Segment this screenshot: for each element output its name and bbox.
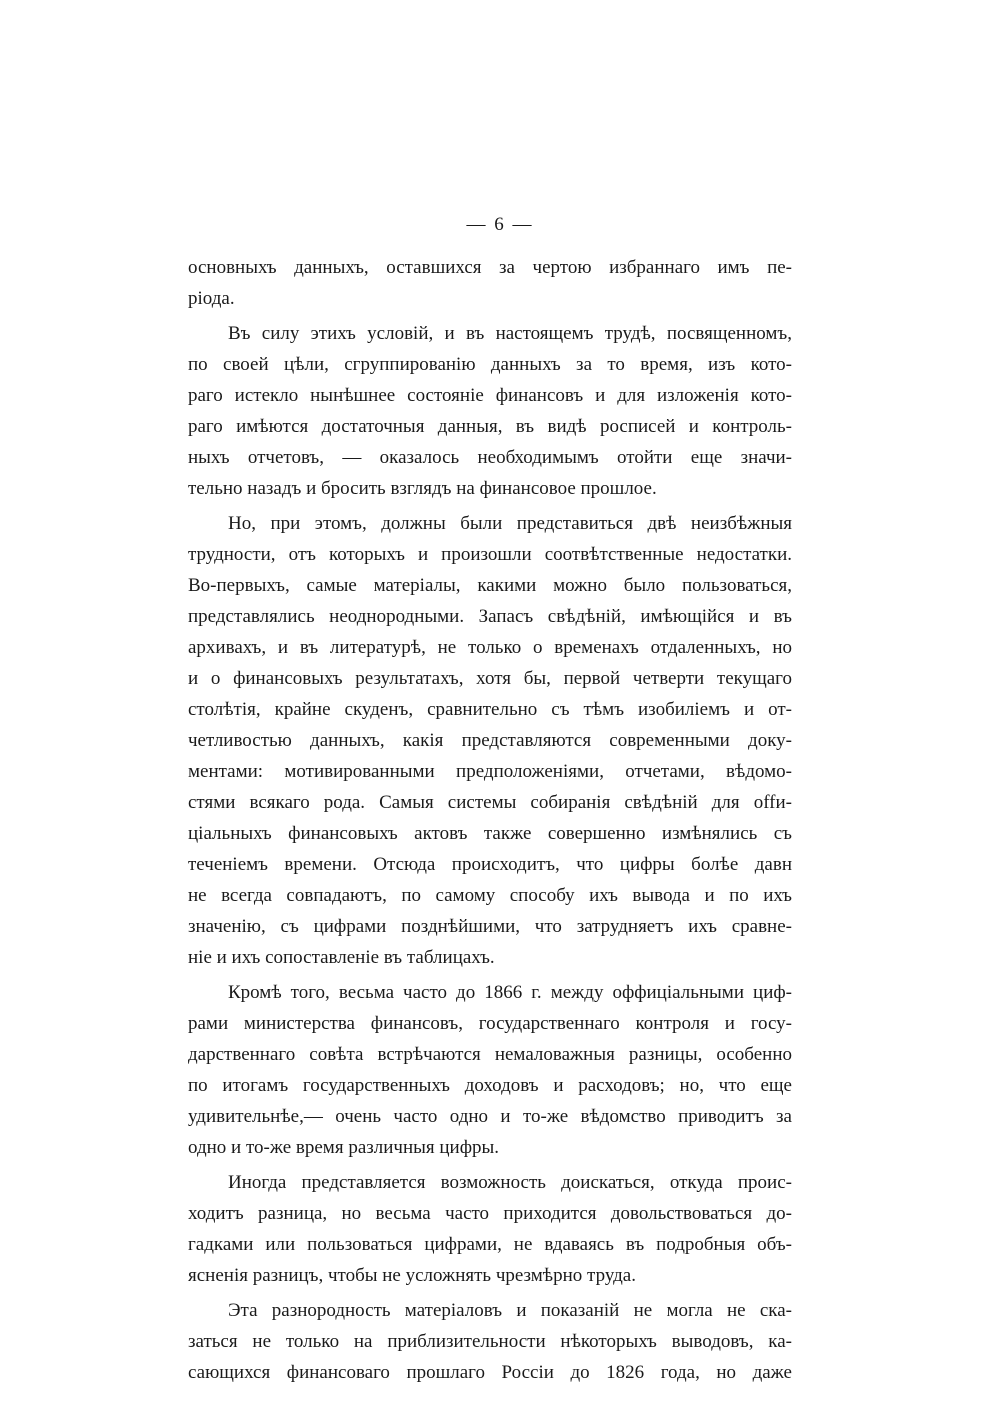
text-line: и о финансовыхъ результатахъ, хотя бы, первой четверти текущаго xyxy=(188,668,792,689)
text-line: основныхъ данныхъ, оставшихся за чертою избраннаго имъ пе- xyxy=(188,257,792,278)
text-line: Эта разнородность матеріаловъ и показаній не могла не ска- xyxy=(228,1300,792,1321)
text-line: теченіемъ времени. Отсюда происходитъ, что цифры болѣе давн xyxy=(188,854,792,875)
text-line: гадками или пользоваться цифрами, не вдаваясь въ подробныя объ- xyxy=(188,1234,792,1255)
text-line: заться не только на приблизительности нѣкоторыхъ выводовъ, ка- xyxy=(188,1331,792,1352)
text-line: рами министерства финансовъ, государственнаго контроля и госу- xyxy=(188,1013,792,1034)
text-line: дарственнаго совѣта встрѣчаются немаловажныя разницы, особенно xyxy=(188,1044,792,1065)
text-line: раго истекло нынѣшнее состояніе финансовъ и для изложенія кото- xyxy=(188,385,792,406)
text-line: по итогамъ государственныхъ доходовъ и расходовъ; но, что еще xyxy=(188,1075,792,1096)
text-line: ясненія разницъ, чтобы не усложнять чрезмѣрно труда. xyxy=(188,1265,636,1286)
text-line: удивительнѣе,— очень часто одно и то-же вѣдомство приводитъ за xyxy=(188,1106,792,1127)
text-line: трудности, отъ которыхъ и произошли соотвѣтственные недостатки. xyxy=(188,544,792,565)
text-line: Иногда представляется возможность доискаться, откуда проис- xyxy=(228,1172,792,1193)
text-line: Но, при этомъ, должны были представиться двѣ неизбѣжныя xyxy=(228,513,792,534)
paragraph xyxy=(188,318,792,504)
text-line: четливостью данныхъ, какія представляются современными доку- xyxy=(188,730,792,751)
text-line: ходитъ разница, но весьма часто приходится довольствоваться до- xyxy=(188,1203,792,1224)
text-line: сающихся финансоваго прошлаго Россіи до 1826 года, но даже xyxy=(188,1362,792,1383)
paragraph xyxy=(188,508,792,973)
text-line: ніе и ихъ сопоставленіе въ таблицахъ. xyxy=(188,947,495,968)
page-number: — 6 — xyxy=(466,214,534,235)
text-line: Во-первыхъ, самые матеріалы, какими можно было пользоваться, xyxy=(188,575,792,596)
paragraph xyxy=(188,1295,792,1388)
text-line: одно и то-же время различныя цифры. xyxy=(188,1137,500,1158)
text-line: ріода. xyxy=(188,288,235,309)
text-line: архивахъ, и въ литературѣ, не только о временахъ отдаленныхъ, но xyxy=(188,637,792,658)
text-line: Кромѣ того, весьма часто до 1866 г. между оффиціальными циф- xyxy=(228,982,792,1003)
text-line: ментами: мотивированными предположеніями, отчетами, вѣдомо- xyxy=(188,761,792,782)
text-line: Въ силу этихъ условій, и въ настоящемъ трудѣ, посвященномъ, xyxy=(228,323,792,344)
paragraph xyxy=(188,1167,792,1291)
text-line: стями всякаго рода. Самыя системы собиранія свѣдѣній для offи- xyxy=(188,792,792,813)
text-line: столѣтія, крайне скуденъ, сравнительно съ тѣмъ изобиліемъ и от- xyxy=(188,699,792,720)
paragraph xyxy=(188,977,792,1163)
text-line: по своей цѣли, сгруппированію данныхъ за то время, изъ кото- xyxy=(188,354,792,375)
body-text xyxy=(188,252,792,1388)
text-line: раго имѣются достаточныя данныя, въ видѣ росписей и контроль- xyxy=(188,416,792,437)
paragraph xyxy=(188,252,792,314)
text-line: тельно назадъ и бросить взглядъ на финансовое прошлое. xyxy=(188,478,657,499)
text-line: не всегда совпадаютъ, по самому способу ихъ вывода и по ихъ xyxy=(188,885,792,906)
text-line: ціальныхъ финансовыхъ актовъ также совершенно измѣнялись съ xyxy=(188,823,792,844)
text-line: значенію, съ цифрами позднѣйшими, что затрудняетъ ихъ сравне- xyxy=(188,916,792,937)
text-line: ныхъ отчетовъ, — оказалось необходимымъ отойти еще значи- xyxy=(188,447,792,468)
text-line: представлялись неоднородными. Запасъ свѣдѣній, имѣющійся и въ xyxy=(188,606,792,627)
